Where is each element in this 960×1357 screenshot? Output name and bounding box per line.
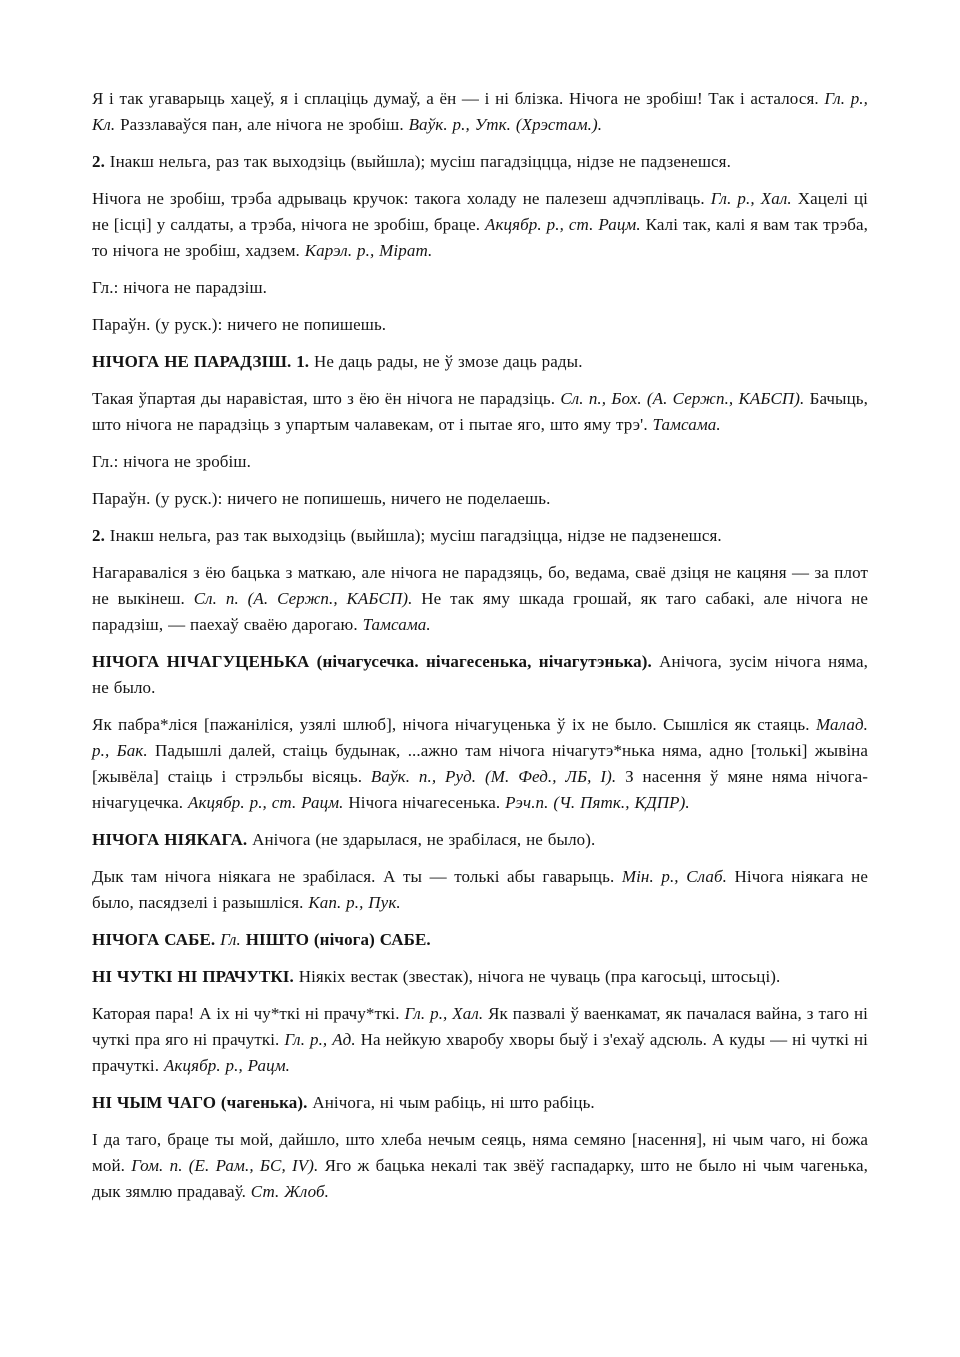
text-run: Інакш нельга, раз так выходзіць (выйшла); мусіш пагадзіцца, нідзе не падзенешся.	[104, 526, 722, 545]
paragraph	[92, 1127, 868, 1205]
italic-citation-run: Гл. р., Хал.	[710, 189, 792, 208]
bold-text-run: НІЧОГА САБЕ.	[92, 930, 221, 949]
text-run: І да таго, браце ты мой, дайшло, што хлеба нечым сеяць, няма семяно [насення], ні чым чаго, ні божа мой.	[92, 1130, 868, 1175]
text-run: Раззлаваўся пан, але нічога не зробіш.	[115, 115, 409, 134]
paragraph	[92, 275, 868, 301]
text-run: Анічога, зусім нічога няма, не было.	[92, 652, 869, 697]
italic-citation-run: Гл. р., Хал.	[404, 1004, 484, 1023]
text-run: Інакш нельга, раз так выходзіць (выйшла); мусіш пагадзіццца, нідзе не падзенешся.	[104, 152, 731, 171]
paragraph	[92, 312, 868, 338]
italic-citation-run: Ст. Жлоб.	[250, 1182, 330, 1201]
bold-text-run: НІ ЧЫМ ЧАГО (чагенька).	[92, 1093, 308, 1112]
bold-text-run: 2.	[92, 152, 105, 171]
italic-citation-run: Ваўк. р., Утк. (Хрэстам.).	[408, 115, 603, 134]
paragraph	[92, 827, 868, 853]
text-run: Нічога не зробіш, трэба адрываць кручок: такога холаду не палезеш адчэпліваць.	[92, 189, 711, 208]
text-run: Анічога (не здарылася, не зрабілася, не было).	[247, 830, 596, 849]
text-run: Хацелі ці не [ісці] у салдаты, а трэба, нічога не зробіш, браце.	[92, 189, 868, 234]
italic-citation-run: Сл. п., Бох. (А. Сержп., КАБСП).	[560, 389, 805, 408]
bold-text-run: НІ ЧУТКІ НІ ПРАЧУТКІ.	[92, 967, 294, 986]
italic-citation-run: Гл. р., Ад.	[284, 1030, 356, 1049]
text-run: Не так яму шкада грошай, як таго сабакі, але нічога не парадзіш, — паехаў сваёю дарогаю.	[92, 589, 868, 634]
text-run: Бачыць, што нічога не парадзіць з упартым чалавекам, от і пытае яго, што яму трэ'.	[92, 389, 868, 434]
italic-citation-run: Карэл. р., Мірат.	[304, 241, 433, 260]
text-run: Нагараваліся з ёю бацька з маткаю, але нічога не парадзяць, бо, ведама, сваё дзіця не кацяня — за плот не выкінеш.	[92, 563, 868, 608]
text-run: Як пазвалі ў ваенкамат, як пачалася вайна, з таго ні чуткі пра яго ні прачуткі.	[92, 1004, 868, 1049]
page-text	[92, 86, 868, 1205]
text-run: Як пабра*ліся [пажаніліся, узялі шлюб], нічога нічагуценька ў іх не было. Сышліся як стаяць.	[92, 715, 816, 734]
italic-citation-run: Акцябр. р., ст. Рацм.	[188, 793, 344, 812]
paragraph	[92, 449, 868, 475]
paragraph	[92, 186, 868, 264]
paragraph	[92, 864, 868, 916]
paragraph	[92, 86, 868, 138]
text-run: Параўн. (у руск.): ничего не попишешь.	[92, 315, 387, 334]
italic-citation-run: Акцябр. р., Рацм.	[163, 1056, 291, 1075]
bold-text-run: НІШТО (нічога) САБЕ.	[245, 930, 431, 949]
text-run: Ніякіх вестак (звестак), нічога не чуваць (пра кагосьці, штосьці).	[293, 967, 781, 986]
text-run: Анічога, ні чым рабіць, ні што рабіць.	[307, 1093, 595, 1112]
italic-citation-run: Малад. р., Бак.	[92, 715, 868, 760]
italic-citation-run: Гом. п. (Е. Рам., БС, IV).	[131, 1156, 319, 1175]
text-run: Нічога ніякага не было, пасядзелі і разышліся.	[92, 867, 868, 912]
bold-text-run: НІЧОГА НІЯКАГА.	[92, 830, 248, 849]
text-run: Калі так, калі я вам так трэба, то нічога не зробіш, хадзем.	[92, 215, 868, 260]
italic-citation-run: Тамсама.	[362, 615, 431, 634]
italic-citation-run: Ваўк. п., Руд. (М. Фед., ЛБ, І).	[370, 767, 617, 786]
bold-text-run: НІЧОГА НІЧАГУЦЕНЬКА (нічагусечка. нічагесенька, нічагутэнька).	[92, 652, 652, 671]
paragraph	[92, 149, 868, 175]
bold-text-run: 2.	[92, 526, 105, 545]
paragraph	[92, 486, 868, 512]
italic-citation-run: Мін. р., Слаб.	[621, 867, 727, 886]
paragraph	[92, 964, 868, 990]
text-run: Дык там нічога ніякага не зрабілася. А ты — толькі абы гаварыць.	[92, 867, 622, 886]
paragraph	[92, 386, 868, 438]
text-run: З насення ў мяне няма нічога-нічагуцечка.	[92, 767, 868, 812]
text-run: Параўн. (у руск.): ничего не попишешь, ничего не поделаешь.	[92, 489, 551, 508]
paragraph	[92, 349, 868, 375]
text-run: Такая ўпартая ды наравістая, што з ёю ён нічога не парадзіць.	[92, 389, 561, 408]
bold-text-run: НІЧОГА НЕ ПАРАДЗІШ. 1.	[92, 352, 310, 371]
text-run: Нічога нічагесенька.	[343, 793, 506, 812]
text-run: Гл.: нічога не парадзіш.	[92, 278, 268, 297]
text-run: Не даць рады, не ў змозе даць рады.	[309, 352, 583, 371]
text-run: Яго ж бацька некалі так звёў гаспадарку, што не было ні чым чагенька, дык зямлю прадаваў.	[92, 1156, 869, 1201]
italic-citation-run: Сл. п. (А. Сержп., КАБСП).	[193, 589, 413, 608]
text-run: На нейкую хваробу хворы быў і з'ехаў адсюль. А куды — ні чуткі ні прачуткі.	[92, 1030, 868, 1075]
paragraph	[92, 523, 868, 549]
italic-citation-run: Гл.	[220, 930, 241, 949]
paragraph	[92, 927, 868, 953]
paragraph	[92, 649, 868, 701]
paragraph	[92, 1001, 868, 1079]
text-run: Каторая пара! А іх ні чу*ткі ні прачу*ткі.	[92, 1004, 405, 1023]
italic-citation-run: Кап. р., Пук.	[308, 893, 401, 912]
text-run: Я і так угаварыць хацеў, я і сплаціць думаў, а ён — і ні блізка. Нічога не зробіш! Так і асталося.	[92, 89, 825, 108]
paragraph	[92, 1090, 868, 1116]
paragraph	[92, 560, 868, 638]
italic-citation-run: Акцябр. р., ст. Рацм.	[485, 215, 641, 234]
paragraph	[92, 712, 868, 816]
text-run: Падышлі далей, стаіць будынак, ...ажно там нічога нічагутэ*нька няма, адно [толькі] жывіна [жывёла] стаіць і стрэльбы вісяць.	[92, 741, 868, 786]
italic-citation-run: Гл. р., Кл.	[92, 89, 868, 134]
text-run: Гл.: нічога не зробіш.	[92, 452, 251, 471]
italic-citation-run: Тамсама.	[652, 415, 721, 434]
italic-citation-run: Рэч.п. (Ч. Пятк., КДПР).	[505, 793, 690, 812]
